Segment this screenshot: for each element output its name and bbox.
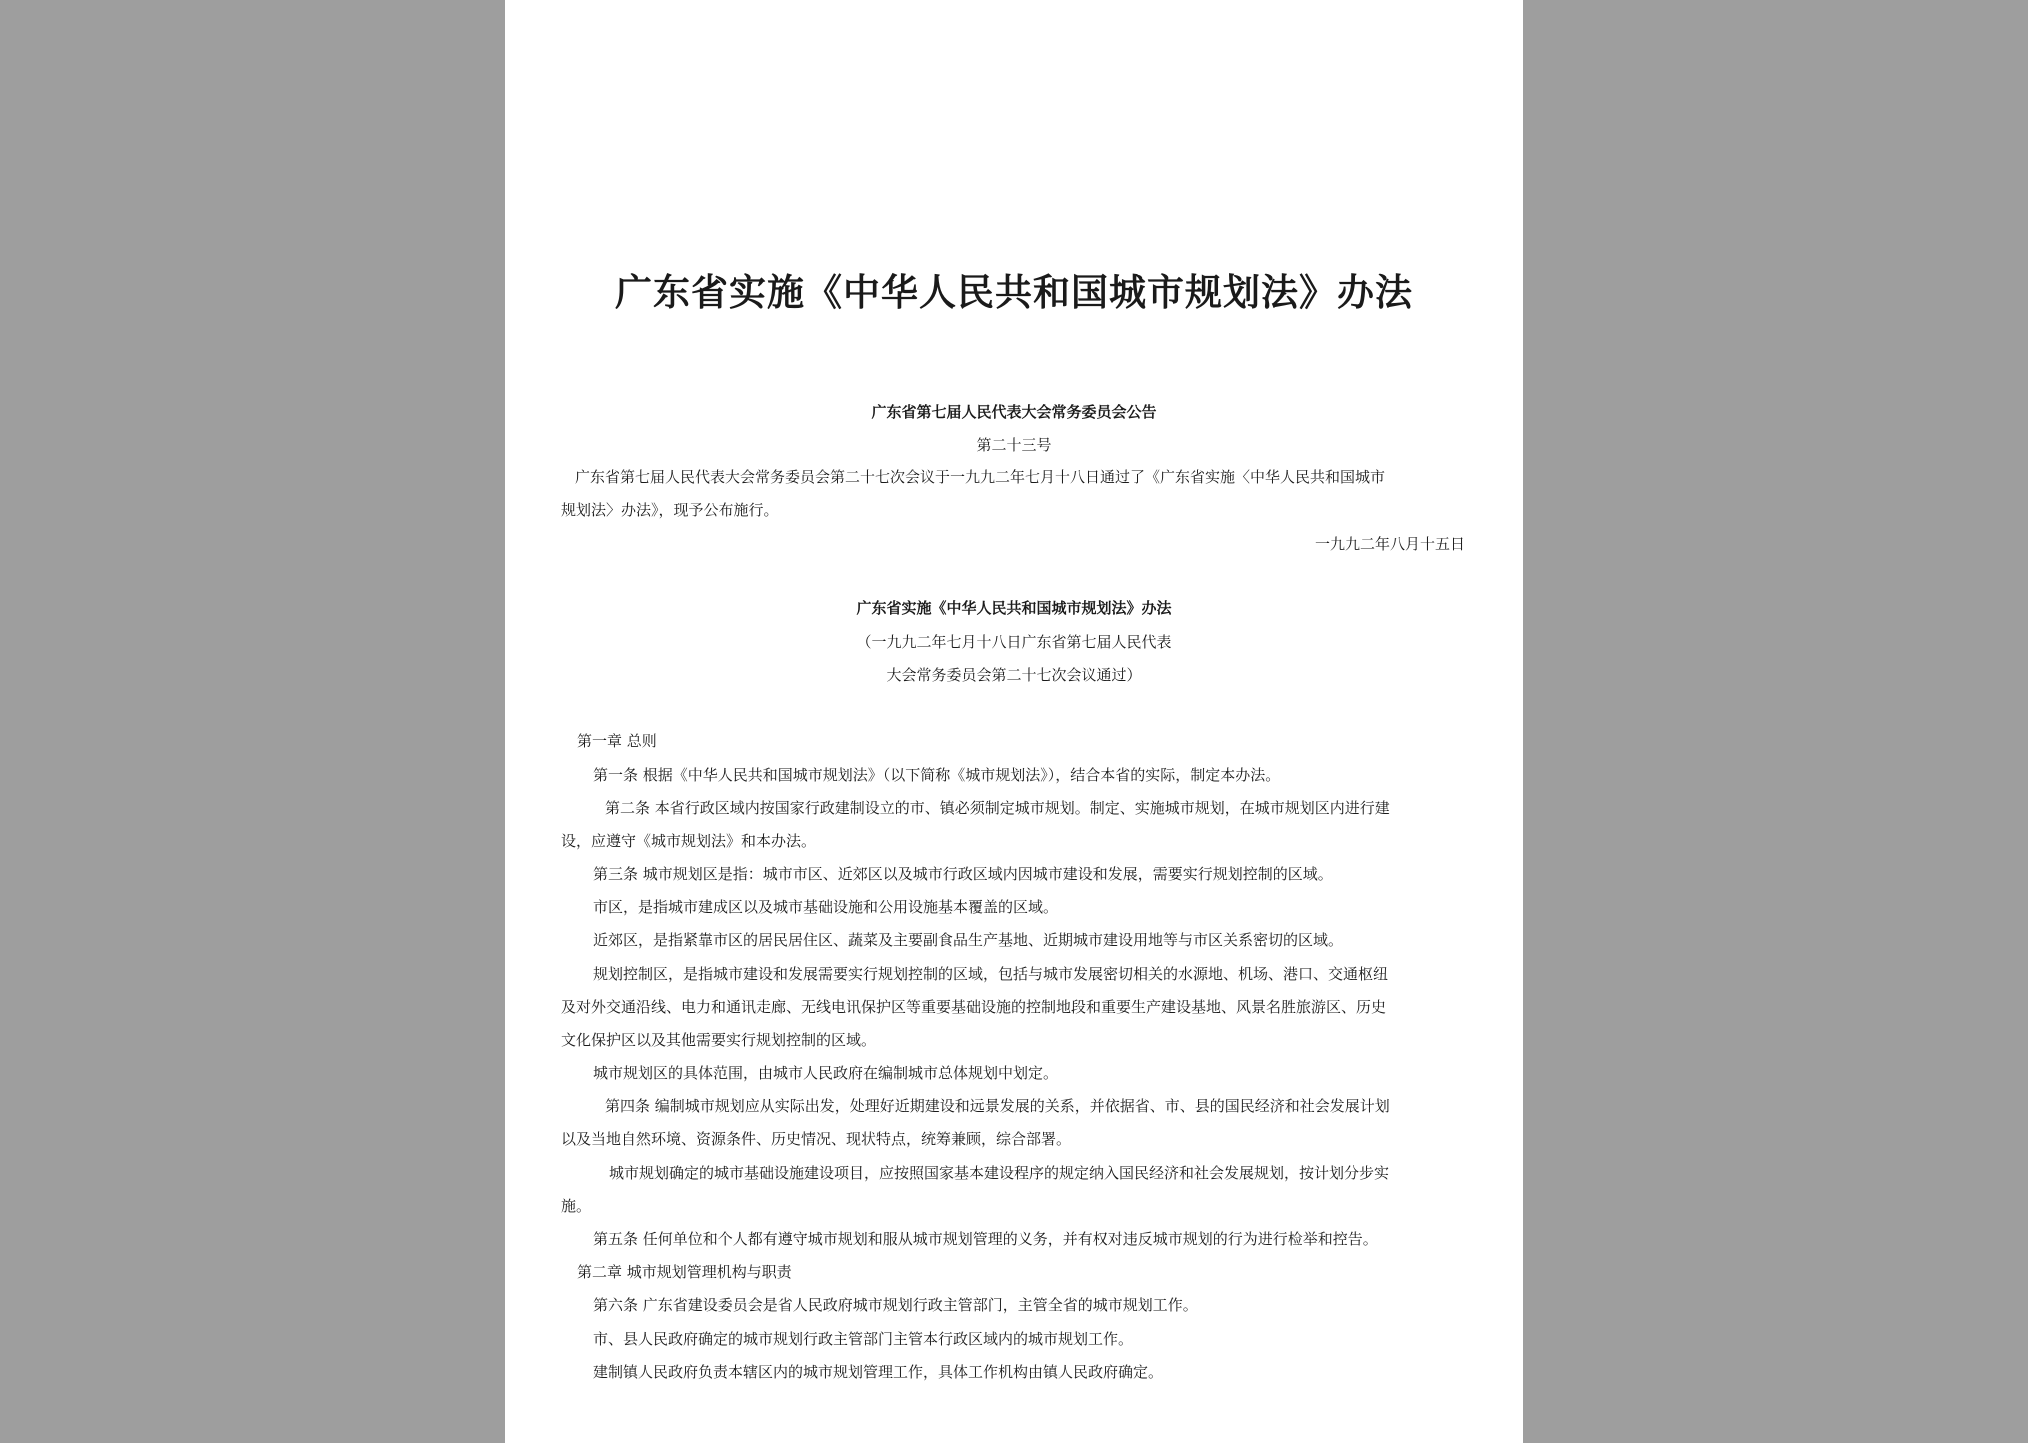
article-line: 市、县人民政府确定的城市规划行政主管部门主管本行政区域内的城市规划工作。	[593, 1330, 1134, 1348]
chapter-heading: 第一章 总则	[577, 732, 657, 750]
article-line: 及对外交通沿线、电力和通讯走廊、无线电讯保护区等重要基础设施的控制地段和重要生产建设基地、风景名胜旅游区、历史	[561, 998, 1387, 1016]
article-line: 近郊区，是指紧靠市区的居民居住区、蔬菜及主要副食品生产基地、近期城市建设用地等与市区关系密切的区域。	[593, 931, 1344, 949]
article-line: 以及当地自然环境、资源条件、历史情况、现状特点，统筹兼顾，综合部署。	[561, 1130, 1072, 1148]
document-title: 广东省实施《中华人民共和国城市规划法》办法	[615, 270, 1413, 314]
article-line: 施。	[561, 1197, 592, 1215]
law-title: 广东省实施《中华人民共和国城市规划法》办法	[856, 599, 1172, 617]
article-line: 规划控制区，是指城市建设和发展需要实行规划控制的区域，包括与城市发展密切相关的水源地、机场、港口、交通枢纽	[593, 965, 1389, 983]
announcement-number: 第二十三号	[976, 436, 1052, 454]
article-line: 第五条 任何单位和个人都有遵守城市规划和服从城市规划管理的义务，并有权对违反城市规划的行为进行检举和控告。	[593, 1230, 1378, 1248]
chapter-heading: 第二章 城市规划管理机构与职责	[577, 1263, 792, 1281]
article-line: 设，应遵守《城市规划法》和本办法。	[561, 832, 817, 850]
article-line: 第六条 广东省建设委员会是省人民政府城市规划行政主管部门，主管全省的城市规划工作。	[593, 1296, 1198, 1314]
law-adoption-note: 大会常务委员会第二十七次会议通过）	[886, 666, 1142, 684]
article-line: 市区，是指城市建成区以及城市基础设施和公用设施基本覆盖的区域。	[593, 898, 1059, 916]
law-adoption-note: （一九九二年七月十八日广东省第七届人民代表	[856, 633, 1172, 651]
article-line: 第一条 根据《中华人民共和国城市规划法》（以下简称《城市规划法》），结合本省的实际，制定本办法。	[593, 766, 1281, 784]
article-line: 文化保护区以及其他需要实行规划控制的区域。	[561, 1031, 877, 1049]
article-line: 第四条 编制城市规划应从实际出发，处理好近期建设和远景发展的关系，并依据省、市、县的国民经济和社会发展计划	[605, 1097, 1390, 1115]
announcement-body-line: 广东省第七届人民代表大会常务委员会第二十七次会议于一九九二年七月十八日通过了《广东省实施〈中华人民共和国城市	[575, 468, 1386, 486]
announcement-body-line: 规划法〉办法》，现予公布施行。	[561, 501, 779, 519]
document-page	[505, 0, 1523, 1443]
article-line: 第二条 本省行政区域内按国家行政建制设立的市、镇必须制定城市规划。制定、实施城市规划，在城市规划区内进行建	[605, 799, 1390, 817]
article-line: 第三条 城市规划区是指：城市市区、近郊区以及城市行政区域内因城市建设和发展，需要实行规划控制的区域。	[593, 865, 1333, 883]
announcement-date: 一九九二年八月十五日	[1314, 535, 1465, 553]
announcement-issuer: 广东省第七届人民代表大会常务委员会公告	[871, 403, 1157, 421]
article-line: 城市规划确定的城市基础设施建设项目，应按照国家基本建设程序的规定纳入国民经济和社会发展规划，按计划分步实	[609, 1164, 1390, 1182]
article-line: 城市规划区的具体范围，由城市人民政府在编制城市总体规划中划定。	[593, 1064, 1059, 1082]
article-line: 建制镇人民政府负责本辖区内的城市规划管理工作，具体工作机构由镇人民政府确定。	[593, 1363, 1164, 1381]
